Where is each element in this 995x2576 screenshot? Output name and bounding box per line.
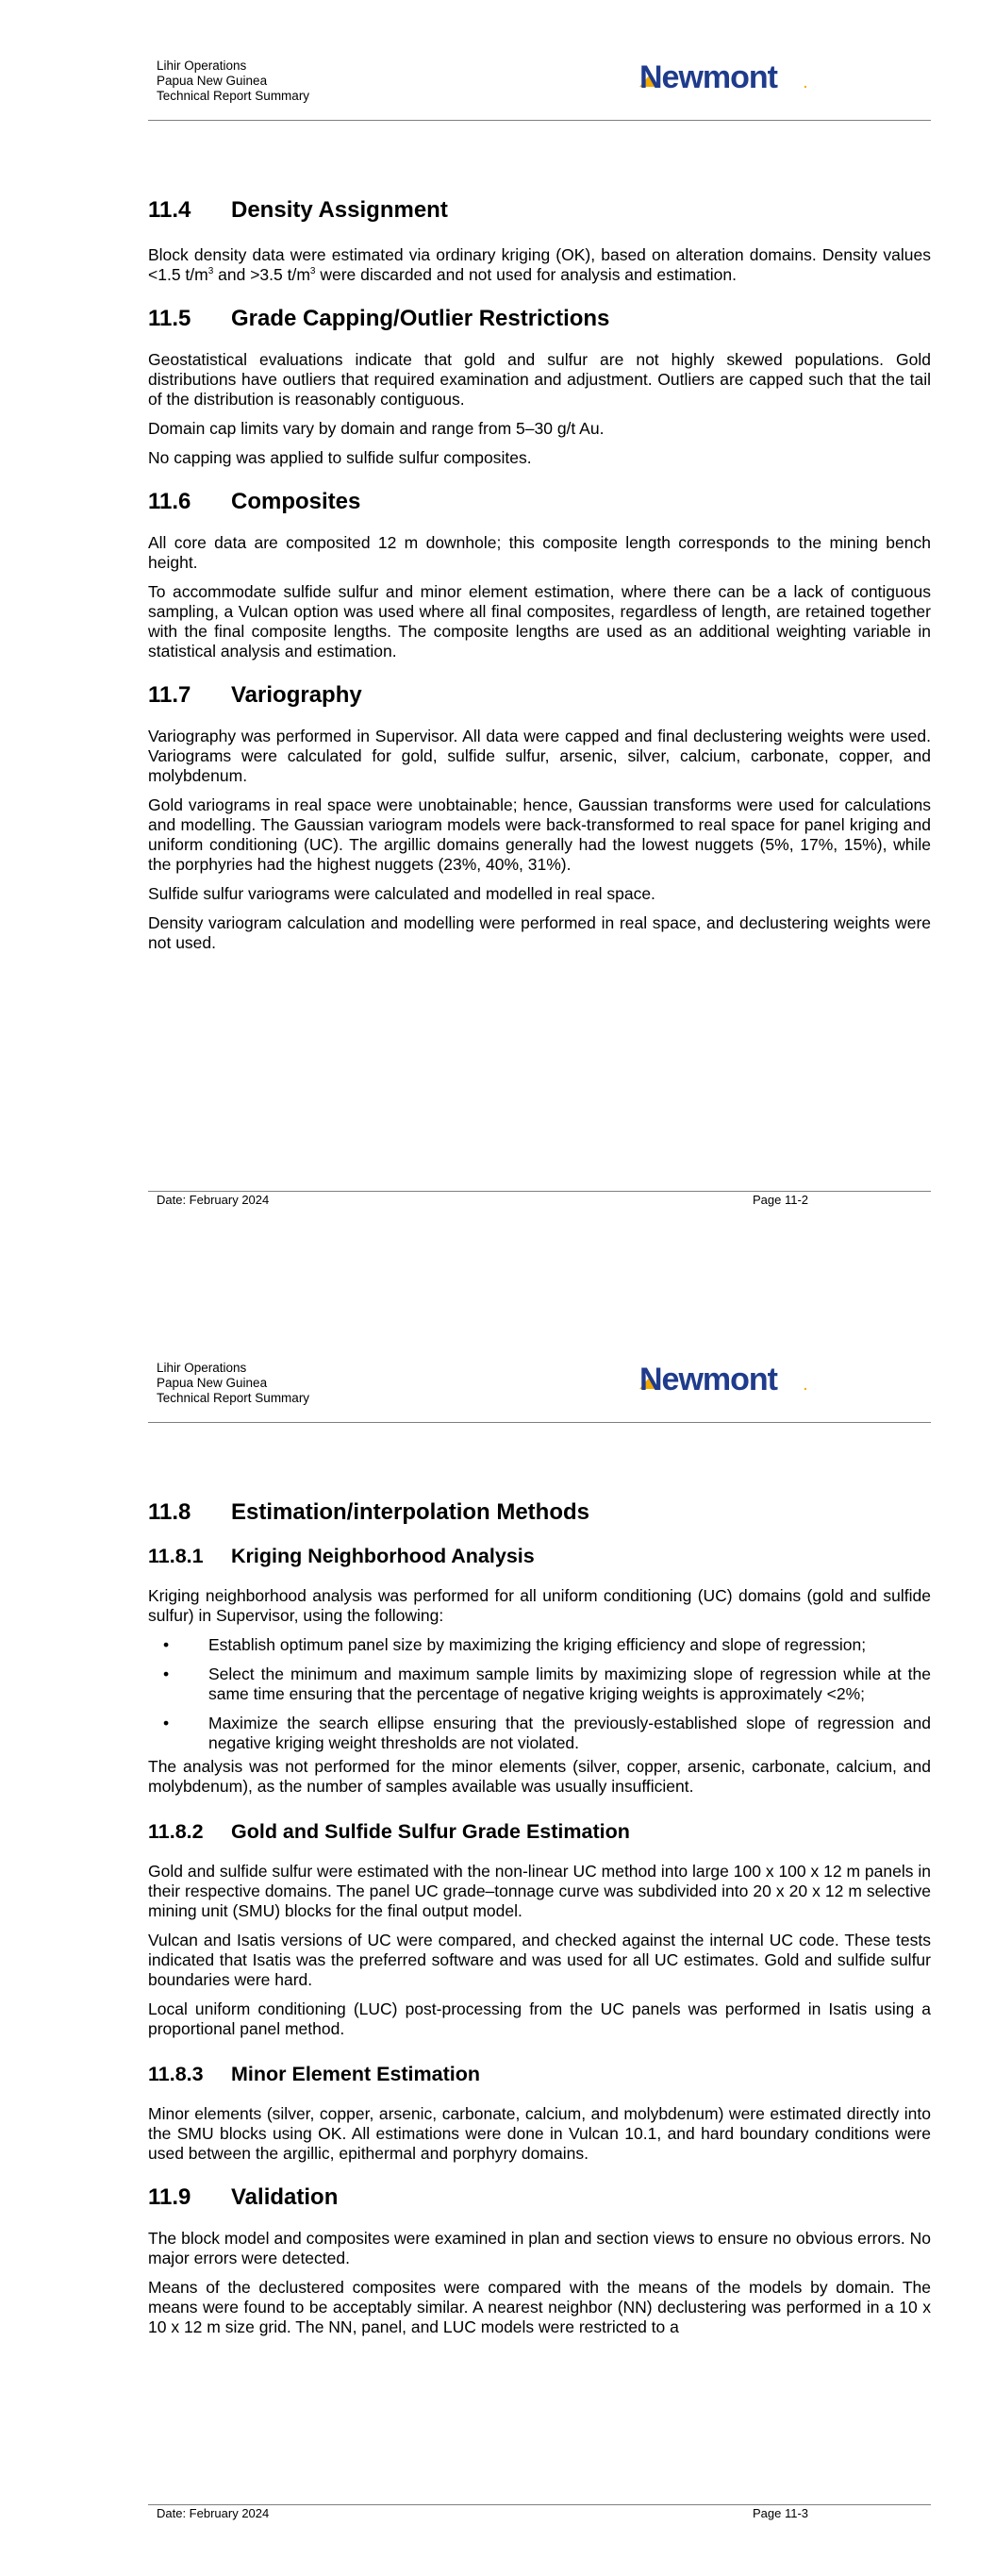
subsection-heading-11-8-1	[148, 1543, 931, 1569]
list-item	[148, 1635, 931, 1655]
section-heading-11-5	[148, 305, 931, 333]
section-number: 11.8.1	[148, 1545, 204, 1567]
paragraph: Vulcan and Isatis versions of UC were compared, and checked against the internal UC code. These tests indicated that Isatis was the preferred software and was used for all UC estimates. Gold and sulfide sulfur boundaries were hard.	[148, 1931, 931, 1989]
list-item-text: Establish optimum panel size by maximizing the kriging efficiency and slope of regression;	[208, 1635, 867, 1654]
paragraph: Local uniform conditioning (LUC) post-processing from the UC panels was performed in Isatis using a proportional panel method.	[148, 1999, 931, 2038]
logo-wordmark: Newmont	[639, 1362, 777, 1397]
footer-date: Date: February 2024	[157, 2506, 270, 2520]
section-title: Gold and Sulfide Sulfur Grade Estimation	[231, 1820, 630, 1843]
bullet-icon: •	[163, 1635, 170, 1654]
superscript: 3	[207, 266, 214, 277]
paragraph: Gold variograms in real space were unobtainable; hence, Gaussian transforms were used for calculations and modelling. The Gaussian variogram models were back-transformed to real space for panel kriging and uniform conditioning (UC). The argillic domains generally had the lowest nuggets (5%, 17%, 15%), while the porphyries had the highest nuggets (23%, 40%, 31%).	[148, 795, 931, 874]
section-number: 11.8.2	[148, 1820, 204, 1843]
section-title: Validation	[231, 2184, 339, 2210]
page-body	[148, 196, 931, 953]
list-item	[148, 1664, 931, 1704]
bullet-list	[148, 1635, 931, 1753]
section-title: Variography	[231, 682, 362, 708]
section-title: Minor Element Estimation	[231, 2063, 481, 2085]
paragraph: Variography was performed in Supervisor. All data were capped and final declustering weights were used. Variograms were calculated for gold, sulfide sulfur, arsenic, silver, calcium, carbonate, copper, and molybdenum.	[148, 727, 931, 785]
section-title: Estimation/interpolation Methods	[231, 1499, 590, 1525]
section-heading-11-6	[148, 488, 931, 516]
paragraph: Sulfide sulfur variograms were calculated and modelled in real space.	[148, 884, 655, 903]
page-body	[148, 1498, 931, 2337]
list-item-text: Select the minimum and maximum sample limits by maximizing slope of regression while at the same time ensuring that the percentage of negative kriging weights is approximately <2%;	[208, 1664, 931, 1703]
paragraph: Kriging neighborhood analysis was performed for all uniform conditioning (UC) domains (gold and sulfide sulfur) in Supervisor, using the following:	[148, 1586, 931, 1625]
section-title: Kriging Neighborhood Analysis	[231, 1545, 535, 1567]
section-heading-11-9	[148, 2183, 931, 2212]
newmont-logo	[638, 1361, 817, 1400]
paragraph: To accommodate sulfide sulfur and minor element estimation, where there can be a lack of contiguous sampling, a Vulcan option was used where all final composites, regardless of length, are retained together with the final composite lengths. The composite lengths are used as an additional weighting variable in statistical analysis and estimation.	[148, 582, 931, 661]
header-rule	[148, 1422, 931, 1423]
page-header-info	[157, 59, 309, 104]
logo-mark: .	[804, 1378, 807, 1393]
section-number: 11.8.3	[148, 2063, 204, 2085]
header-report-type: Technical Report Summary	[157, 89, 310, 103]
section-number: 11.5	[148, 306, 191, 331]
section-number: 11.7	[148, 682, 191, 708]
page-11-2	[0, 0, 995, 1217]
text-run: Block density data were estimated via ordinary kriging (OK), based on alteration domains. Density values <1.5 t/m	[148, 245, 931, 284]
section-heading-11-8	[148, 1498, 931, 1527]
footer-page-number: Page 11-2	[753, 1193, 809, 1207]
paragraph: All core data are composited 12 m downhole; this composite length corresponds to the mining bench height.	[148, 533, 931, 572]
list-item-text: Maximize the search ellipse ensuring that the previously-established slope of regression and negative kriging weight thresholds are not violated.	[208, 1714, 931, 1752]
paragraph: No capping was applied to sulfide sulfur composites.	[148, 448, 532, 467]
section-title: Density Assignment	[231, 197, 448, 223]
header-report-type: Technical Report Summary	[157, 1391, 310, 1405]
newmont-logo	[638, 59, 817, 98]
header-operation: Lihir Operations	[157, 1361, 247, 1375]
section-heading-11-7	[148, 681, 931, 710]
paragraph	[148, 245, 931, 285]
paragraph: Domain cap limits vary by domain and range from 5–30 g/t Au.	[148, 419, 605, 438]
section-heading-11-4	[148, 196, 931, 225]
page-11-3	[0, 1302, 995, 2576]
section-number: 11.4	[148, 197, 191, 223]
section-title: Grade Capping/Outlier Restrictions	[231, 306, 610, 331]
header-operation: Lihir Operations	[157, 59, 247, 73]
text-run: were discarded and not used for analysis and estimation.	[315, 265, 737, 284]
section-number: 11.9	[148, 2184, 191, 2210]
paragraph: The block model and composites were examined in plan and section views to ensure no obvious errors. No major errors were detected.	[148, 2229, 931, 2267]
logo-wordmark: Newmont	[639, 59, 777, 95]
subsection-heading-11-8-3	[148, 2061, 931, 2087]
footer-page-number: Page 11-3	[753, 2506, 809, 2520]
list-item	[148, 1714, 931, 1753]
paragraph: Geostatistical evaluations indicate that gold and sulfur are not highly skewed populations. Gold distributions have outliers that required examination and adjustment. Outliers are capped such that the tail of the distribution is reasonably contiguous.	[148, 350, 931, 409]
footer-rule	[148, 2504, 931, 2505]
paragraph: Minor elements (silver, copper, arsenic, carbonate, calcium, and molybdenum) were estimated directly into the SMU blocks using OK. All estimations were done in Vulcan 10.1, and hard boundary conditions were used between the argillic, epithermal and porphyry domains.	[148, 2104, 931, 2163]
paragraph: The analysis was not performed for the minor elements (silver, copper, arsenic, carbonate, calcium, and molybdenum), as the number of samples available was usually insufficient.	[148, 1757, 931, 1796]
page-header-info	[157, 1361, 309, 1406]
logo-mark: .	[804, 75, 807, 91]
bullet-icon: •	[163, 1664, 170, 1683]
section-number: 11.6	[148, 489, 191, 514]
header-country: Papua New Guinea	[157, 1376, 268, 1390]
header-country: Papua New Guinea	[157, 74, 268, 88]
header-rule	[148, 120, 931, 121]
paragraph: Gold and sulfide sulfur were estimated with the non-linear UC method into large 100 x 100 x 12 m panels in their respective domains. The panel UC grade–tonnage curve was subdivided into 20 x 20 x 12 m selective mining unit (SMU) blocks for the final output model.	[148, 1862, 931, 1920]
text-run: and >3.5 t/m	[213, 265, 310, 284]
subsection-heading-11-8-2	[148, 1818, 931, 1845]
paragraph: Density variogram calculation and modelling were performed in real space, and declustering weights were not used.	[148, 913, 931, 952]
paragraph: Means of the declustered composites were compared with the means of the models by domain. The means were found to be acceptably similar. A nearest neighbor (NN) declustering was performed in a 10 x 10 x 12 m size grid. The NN, panel, and LUC models were restricted to a	[148, 2278, 931, 2336]
section-number: 11.8	[148, 1499, 191, 1525]
footer-date: Date: February 2024	[157, 1193, 270, 1207]
superscript: 3	[309, 266, 316, 277]
section-title: Composites	[231, 489, 361, 514]
footer-rule	[148, 1191, 931, 1192]
bullet-icon: •	[163, 1714, 170, 1732]
